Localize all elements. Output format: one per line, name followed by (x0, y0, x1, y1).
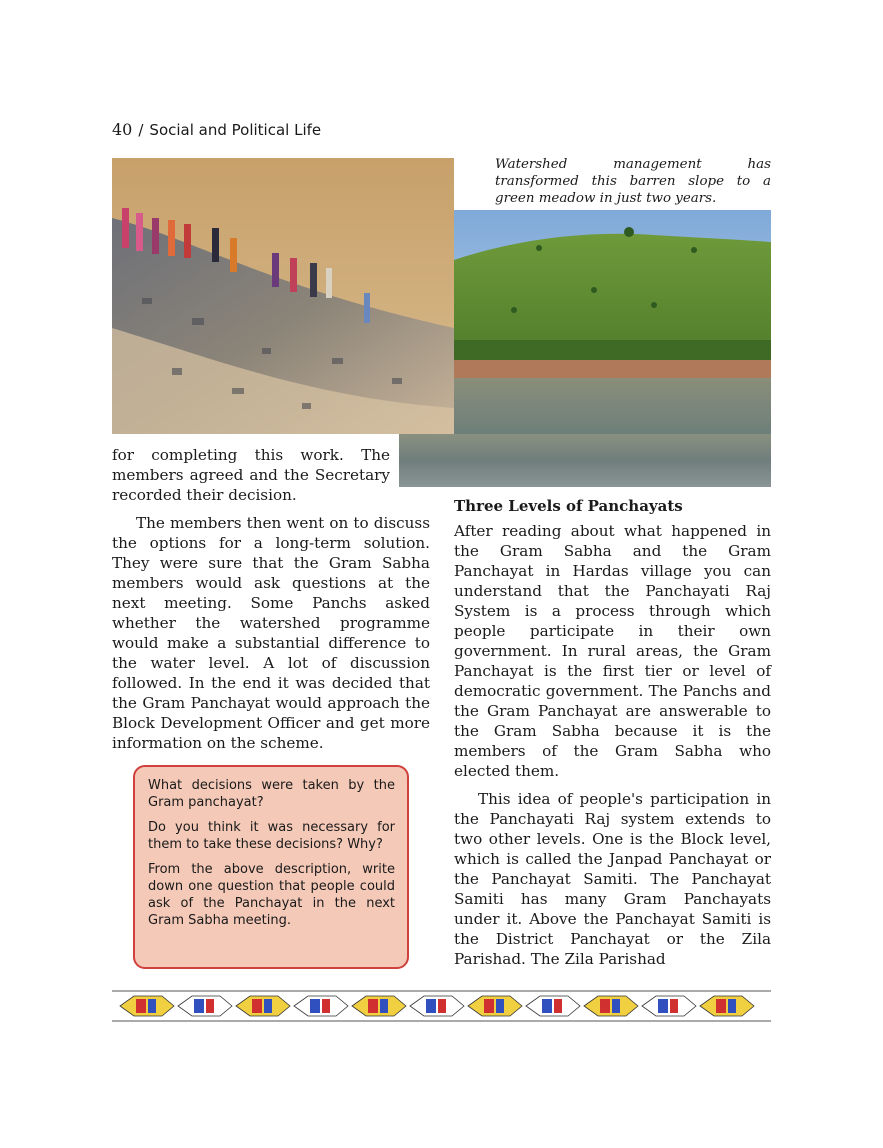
left-paragraph-2: The members then went on to discuss the options for a long-term solution. They were sure that the Gram Sabha members would ask questions at the next meeting. Some Panchs asked whether the watershed programme would make a substantial difference to the water level. A lot of discussion followed. In the end it was decided that the Gram Panchayat would approach the Block Development Officer and get more information on the scheme. (112, 514, 430, 752)
right-paragraph-1: After reading about what happened in the Gram Sabha and the Gram Panchayat in Hardas village you can understand that the Panchayati Raj System is a process through which people participate in their own government. In rural areas, the Gram Panchayat is the first tier or level of democratic government. The Panchs and the Gram Panchayat are answerable to the Gram Sabha because it is the members of the Gram Sabha who elected them. (454, 522, 771, 780)
section-heading: Three Levels of Panchayats (454, 497, 683, 515)
page-header (112, 120, 321, 139)
question-box (133, 765, 409, 969)
book-title: Social and Political Life (149, 121, 322, 139)
decorative-border (112, 988, 771, 1024)
right-paragraph-2: This idea of people's participation in the Panchayati Raj system extends to two other levels. One is the Block level, which is called the Janpad Panchayat or the Panchayat Samiti. The Panchayat Samiti has many Gram Panchayats under it. Above the Panchayat Samiti is the District Panchayat or the Zila Parishad. The Zila Parishad (454, 790, 771, 968)
photo-lake-reflection (399, 434, 771, 487)
question-3: From the above description, write down one question that people could ask of the Panchayat in the next Gram Sabha meeting. (148, 862, 395, 928)
header-separator: / (138, 121, 144, 139)
photo-workers-rocky-slope (112, 158, 454, 434)
page-number: 40 (112, 120, 133, 139)
photo-caption: Watershed management has transformed this barren slope to a green meadow in just two years. (495, 157, 771, 206)
question-2: Do you think it was necessary for them to take these decisions? Why? (148, 820, 395, 852)
photo-green-hillside (454, 210, 771, 434)
left-paragraph-1: for completing this work. The members agreed and the Secretary recorded their decision. (112, 446, 390, 504)
question-1: What decisions were taken by the Gram panchayat? (148, 778, 395, 810)
